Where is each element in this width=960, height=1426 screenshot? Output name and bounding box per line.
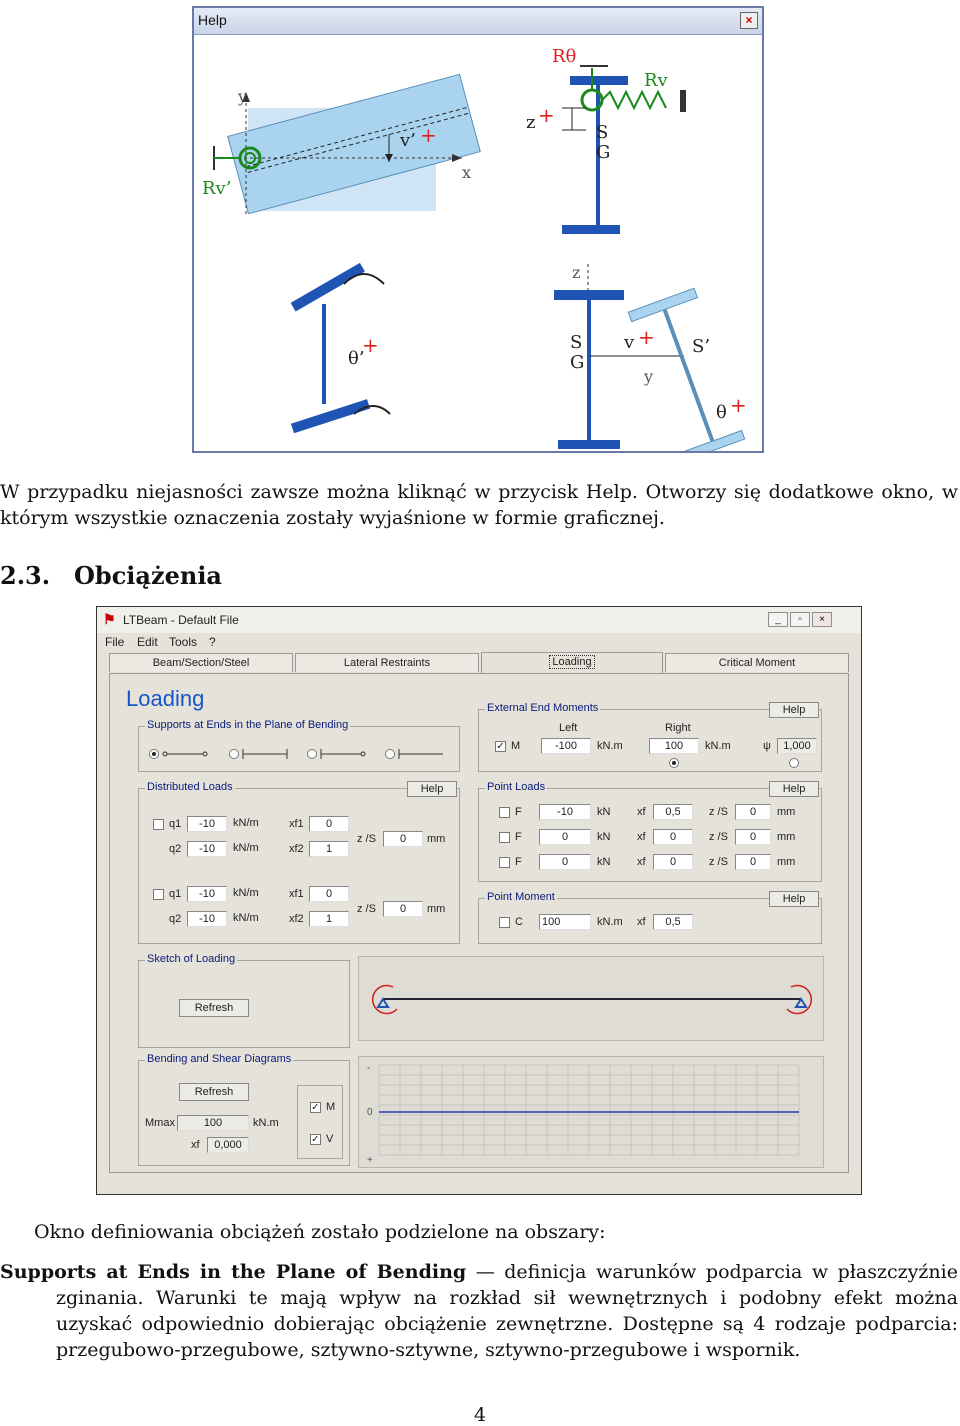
supports-group <box>138 719 460 772</box>
r-v-prime-label: Rv’ <box>202 178 232 199</box>
m-diagram-label: M <box>326 1101 336 1113</box>
supports-title: Supports at Ends in the Plane of Bending <box>147 719 349 731</box>
y-label: y <box>238 87 248 106</box>
page-number: 4 <box>473 1404 487 1426</box>
f2-input[interactable]: 0 <box>539 829 591 845</box>
section-number: 2.3. <box>0 561 51 590</box>
x-label: x <box>462 163 472 182</box>
fixed-fixed-icon <box>241 747 289 761</box>
support-pinned-pinned-radio[interactable] <box>149 749 159 759</box>
tab-label: Loading <box>549 655 594 669</box>
v-label-bottom: v <box>624 332 635 353</box>
left-support-icon <box>378 999 388 1007</box>
q1-unit-2: kN/m <box>233 887 259 899</box>
c-xf-label: xf <box>637 916 646 928</box>
zs1-point-label: z /S <box>709 806 728 818</box>
s-prime-label: S’ <box>692 336 711 357</box>
support-fixed-fixed-radio[interactable] <box>229 749 239 759</box>
zs2-point-input[interactable]: 0 <box>735 829 771 845</box>
support-fixed-pinned-radio[interactable] <box>307 749 317 759</box>
tab-loading[interactable] <box>481 652 663 673</box>
f1-input[interactable]: -10 <box>539 804 591 820</box>
help-diagram <box>194 34 762 451</box>
tab-label: Critical Moment <box>718 657 796 669</box>
xf3-point-input[interactable]: 0 <box>653 854 693 870</box>
point-moment-title: Point Moment <box>487 891 555 903</box>
q2-label: q2 <box>169 843 182 855</box>
tab-critical-moment[interactable] <box>665 653 849 672</box>
q1-unit: kN/m <box>233 817 259 829</box>
distributed-help-button[interactable]: Help <box>407 781 457 797</box>
xf1-point-label: xf <box>637 806 646 818</box>
q2-unit-2: kN/m <box>233 912 259 924</box>
zs2-point-unit: mm <box>777 831 796 843</box>
help-title: Help <box>198 12 227 28</box>
pinned-pinned-icon <box>161 747 209 761</box>
axis-zero-label: 0 <box>367 1107 373 1118</box>
s-label-bottom: S <box>570 332 583 353</box>
supports-term: Supports at Ends in the Plane of Bending <box>0 1261 467 1283</box>
v-plus-label: + <box>638 325 655 349</box>
right-moment-input[interactable]: 100 <box>649 738 699 754</box>
f2-checkbox[interactable] <box>499 832 510 843</box>
mmax-label: Mmax <box>145 1117 175 1129</box>
sketch-group <box>138 953 350 1048</box>
theta-prime-plus-label: + <box>362 333 379 357</box>
f2-label: F <box>515 831 522 843</box>
xf2-label-2: xf2 <box>289 913 304 925</box>
xf2-label: xf2 <box>289 843 304 855</box>
tab-lateral-restraints[interactable] <box>295 653 479 672</box>
zs-label: z /S <box>357 833 376 845</box>
zs-label-2: z /S <box>357 903 376 915</box>
m-label: M <box>511 740 521 752</box>
q1-input[interactable]: -10 <box>187 816 227 832</box>
zs1-point-unit: mm <box>777 806 796 818</box>
q2-label-2: q2 <box>169 913 182 925</box>
point-loads-group <box>478 781 822 882</box>
fixed-pinned-icon <box>319 747 367 761</box>
end-moments-group <box>478 702 822 772</box>
f3-unit: kN <box>597 856 611 868</box>
psi-radio[interactable] <box>789 758 799 768</box>
axis-plus-label: + <box>367 1155 373 1166</box>
zs3-point-unit: mm <box>777 856 796 868</box>
q2-input-2[interactable]: -10 <box>187 911 227 927</box>
xf1-label: xf1 <box>289 818 304 830</box>
q1-checkbox-2[interactable] <box>153 889 164 900</box>
m-diagram-checkbox[interactable]: ✓ <box>311 1102 320 1113</box>
q1-label-2: q1 <box>169 888 182 900</box>
tab-label: Beam/Section/Steel <box>152 657 250 669</box>
right-label: Right <box>665 722 691 734</box>
g-label-top: G <box>596 142 611 163</box>
top-flange <box>570 76 628 85</box>
loading-panel <box>109 673 849 1173</box>
psi-value: 1,000 <box>777 738 817 754</box>
xf3-point-label: xf <box>637 856 646 868</box>
theta-plus-label: + <box>730 393 747 417</box>
menubar <box>97 633 861 651</box>
xf1-input-2[interactable]: 0 <box>309 886 349 902</box>
section-heading <box>0 561 222 590</box>
q2-input[interactable]: -10 <box>187 841 227 857</box>
bottom-flange <box>562 225 620 234</box>
xf1-input[interactable]: 0 <box>309 816 349 832</box>
v-diagram-checkbox[interactable]: ✓ <box>311 1134 320 1145</box>
s-label-top: S <box>596 122 609 143</box>
translational-spring-icon <box>602 92 666 108</box>
f2-unit: kN <box>597 831 611 843</box>
zs2-point-label: z /S <box>709 831 728 843</box>
menu-edit[interactable]: Edit <box>137 635 158 649</box>
xf1-label-2: xf1 <box>289 888 304 900</box>
m-checkbox[interactable]: ✓ <box>496 741 505 752</box>
q2-unit: kN/m <box>233 842 259 854</box>
xf-value: 0,000 <box>207 1137 249 1153</box>
menu-file[interactable]: File <box>105 635 125 649</box>
diagrams-group <box>138 1053 350 1166</box>
tab-label: Lateral Restraints <box>343 657 431 669</box>
xf2-point-input[interactable]: 0 <box>653 829 693 845</box>
diagram-canvas <box>358 1056 824 1168</box>
f3-input[interactable]: 0 <box>539 854 591 870</box>
axis-minus-label: - <box>367 1063 371 1074</box>
sketch-svg <box>359 957 823 1040</box>
v-prime-label: v’ <box>400 130 416 151</box>
tab-bar <box>109 653 849 673</box>
c-xf-input[interactable]: 0,5 <box>653 914 693 930</box>
zs-input[interactable]: 0 <box>383 831 423 847</box>
q1-label: q1 <box>169 818 182 830</box>
theta-label: θ <box>716 402 727 423</box>
plus-label: + <box>420 123 437 147</box>
sketch-title: Sketch of Loading <box>147 953 236 965</box>
z-label: z <box>526 112 536 133</box>
point-moment-help-button[interactable]: Help <box>769 891 819 907</box>
diagram-svg <box>359 1057 823 1167</box>
menu-help[interactable]: ? <box>209 635 216 649</box>
left-moment-unit: kN.m <box>597 740 623 752</box>
psi-label: ψ <box>763 740 771 752</box>
distributed-loads-group <box>138 781 460 944</box>
q1-input-2[interactable]: -10 <box>187 886 227 902</box>
end-moments-help-button[interactable]: Help <box>769 702 819 718</box>
sketch-refresh-button[interactable]: Refresh <box>179 999 249 1017</box>
end-moments-title: External End Moments <box>487 702 599 714</box>
sketch-canvas <box>358 956 824 1041</box>
section-top-flange <box>554 290 624 300</box>
c-input[interactable]: 100 <box>539 914 591 930</box>
r-v-label: Rv <box>644 70 668 91</box>
close-button[interactable]: × <box>812 612 832 627</box>
menu-tools[interactable]: Tools <box>169 635 198 649</box>
minimize-button[interactable]: _ <box>768 612 788 627</box>
twisted-section-left <box>291 263 365 312</box>
f3-label: F <box>515 856 522 868</box>
f1-checkbox[interactable] <box>499 807 510 818</box>
close-icon[interactable]: × <box>740 12 758 29</box>
f3-checkbox[interactable] <box>499 857 510 868</box>
help-titlebar <box>194 8 762 35</box>
zs-unit-2: mm <box>427 903 446 915</box>
z-plus-label: + <box>538 103 555 127</box>
f1-label: F <box>515 806 522 818</box>
supports-desc: — definicja warunków podparcia w płaszczyźnie zginania. Warunki te mają wpływ na rozkład sił wewnętrznych i podobny efekt można uzyskać odpowiednio dobierając obciążenie zewnętrzne. Dostępne są 4 rodzaje podparcia: przegubowo-przegubowe, sztywno-sztywne, sztywno-przegubowe i wspornik. <box>56 1261 958 1361</box>
point-loads-help-button[interactable]: Help <box>769 781 819 797</box>
right-radio[interactable] <box>669 758 679 768</box>
diagrams-refresh-button[interactable]: Refresh <box>179 1083 249 1101</box>
xf2-point-label: xf <box>637 831 646 843</box>
window-title: LTBeam - Default File <box>123 613 239 627</box>
maximize-button[interactable]: ▫ <box>790 612 810 627</box>
left-moment-input[interactable]: -100 <box>541 738 591 754</box>
right-support-icon <box>796 999 806 1007</box>
zs-input-2[interactable]: 0 <box>383 901 423 917</box>
app-logo-icon: ⚑ <box>103 611 116 627</box>
intro-paragraph: W przypadku niejasności zawsze można kliknąć w przycisk Help. Otworzy się dodatkowe okno, w którym wszystkie oznaczenia zostały wyjaśnione w formie graficznej. <box>0 481 958 529</box>
xf-label: xf <box>191 1139 200 1151</box>
ltbeam-window <box>96 606 862 1195</box>
diagram-grid <box>379 1065 799 1155</box>
g-label-bottom: G <box>570 352 585 373</box>
xf2-input[interactable]: 1 <box>309 841 349 857</box>
page-title: Loading <box>126 686 205 711</box>
c-checkbox[interactable] <box>499 917 510 928</box>
c-unit: kN.m <box>597 916 623 928</box>
zs3-point-label: z /S <box>709 856 728 868</box>
tab-beam-section-steel[interactable] <box>109 653 293 672</box>
mmax-value: 100 <box>177 1115 249 1131</box>
distributed-loads-title: Distributed Loads <box>147 781 233 793</box>
q1-checkbox[interactable] <box>153 819 164 830</box>
cantilever-icon <box>397 747 445 761</box>
point-loads-title: Point Loads <box>487 781 546 793</box>
v-diagram-label: V <box>326 1133 334 1145</box>
areas-paragraph: Okno definiowania obciążeń zostało podzielone na obszary: <box>34 1221 606 1243</box>
supports-description <box>0 1259 958 1363</box>
zs1-point-input[interactable]: 0 <box>735 804 771 820</box>
titlebar <box>97 607 861 633</box>
point-moment-group <box>478 891 822 944</box>
c-label: C <box>515 916 523 928</box>
y-label-bottom: y <box>644 367 654 386</box>
zs-unit: mm <box>427 833 446 845</box>
mmax-unit: kN.m <box>253 1117 279 1129</box>
diagrams-title: Bending and Shear Diagrams <box>147 1053 292 1065</box>
z-label-bottom: z <box>572 263 581 282</box>
theta-prime-label: θ’ <box>348 348 365 369</box>
zs3-point-input[interactable]: 0 <box>735 854 771 870</box>
xf1-point-input[interactable]: 0,5 <box>653 804 693 820</box>
section-title: Obciążenia <box>74 561 222 590</box>
xf2-input-2[interactable]: 1 <box>309 911 349 927</box>
f1-unit: kN <box>597 806 611 818</box>
support-cantilever-radio[interactable] <box>385 749 395 759</box>
diagram-options <box>297 1085 343 1159</box>
right-moment-unit: kN.m <box>705 740 731 752</box>
r-theta-label: Rθ <box>552 46 577 67</box>
left-label: Left <box>559 722 578 734</box>
help-window <box>192 6 764 453</box>
